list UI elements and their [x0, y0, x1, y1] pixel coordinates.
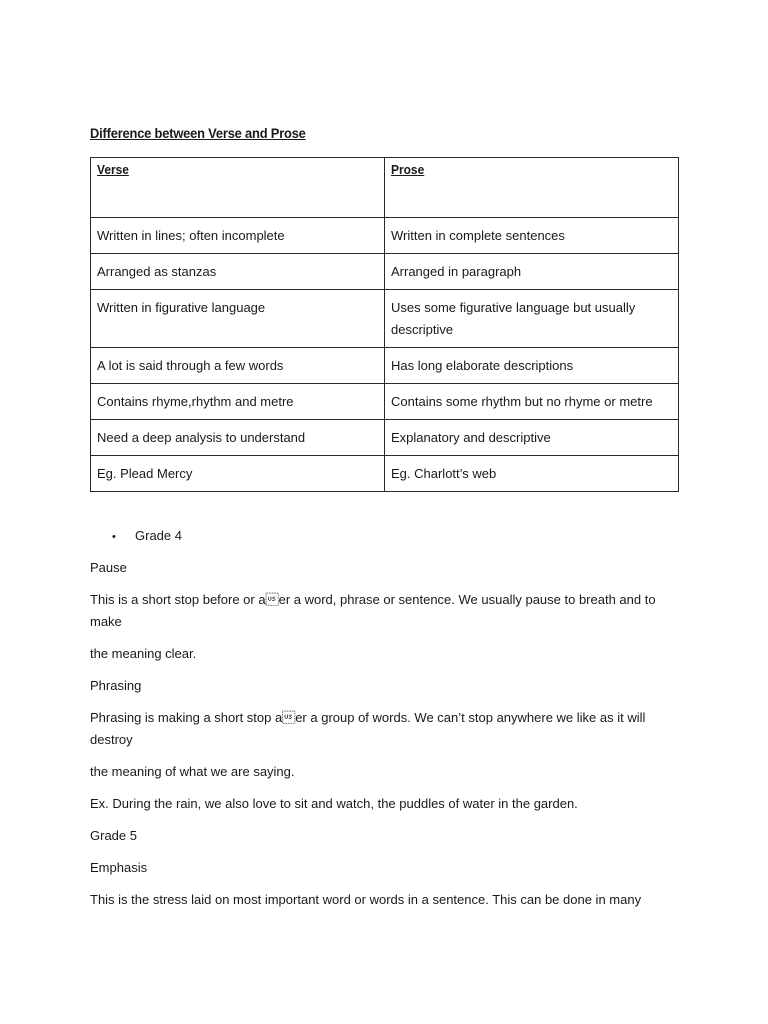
table-cell: Contains rhyme,rhythm and metre	[91, 384, 385, 420]
phrasing-paragraph: Phrasing is making a short stop a er a group of words. We can’t stop anywhere we like as it will destroy	[90, 710, 646, 747]
table-row	[91, 254, 679, 290]
table-header-cell	[91, 158, 385, 218]
table-header-cell	[385, 158, 679, 218]
grade-4-heading: Grade 4	[135, 528, 182, 543]
pause-paragraph-continued: the meaning clear.	[90, 646, 197, 661]
table-cell: Eg. Charlott’s web	[385, 456, 679, 492]
table-row	[91, 420, 679, 456]
verse-header: Verse	[97, 162, 129, 177]
emphasis-paragraph: This is the stress laid on most important word or words in a sentence. This can be done in many	[90, 892, 642, 907]
pause-paragraph: This is a short stop before or a er a word, phrase or sentence. We usually pause to breath and to make	[90, 592, 656, 629]
pause-heading: Pause	[90, 560, 127, 575]
table-header-row	[91, 158, 679, 218]
table-cell: Need a deep analysis to understand	[91, 420, 385, 456]
table-row	[91, 218, 679, 254]
grade-5-heading: Grade 5	[90, 828, 137, 843]
table-cell: Arranged as stanzas	[91, 254, 385, 290]
table-row	[91, 456, 679, 492]
document-title: Difference between Verse and Prose	[90, 125, 306, 141]
table-row	[91, 348, 679, 384]
table-cell: Contains some rhythm but no rhyme or metre	[385, 384, 679, 420]
prose-header: Prose	[391, 162, 425, 177]
phrasing-heading: Phrasing	[90, 678, 142, 693]
phrasing-example: Ex. During the rain, we also love to sit and watch, the puddles of water in the garden.	[90, 796, 578, 811]
table-cell: Explanatory and descriptive	[385, 420, 679, 456]
bullet-icon: •	[112, 531, 116, 543]
table-cell: Has long elaborate descriptions	[385, 348, 679, 384]
phrasing-paragraph-continued: the meaning of what we are saying.	[90, 764, 295, 779]
emphasis-heading: Emphasis	[90, 860, 148, 875]
table-cell: A lot is said through a few words	[91, 348, 385, 384]
table-cell: Written in lines; often incomplete	[91, 218, 385, 254]
table-row	[91, 384, 679, 420]
table-cell: Uses some figurative language but usually descriptive	[385, 290, 679, 348]
table-cell: Written in figurative language	[91, 290, 385, 348]
table-cell: Written in complete sentences	[385, 218, 679, 254]
table-row	[91, 290, 679, 348]
verse-prose-table	[90, 157, 679, 492]
table-cell: Eg. Plead Mercy	[91, 456, 385, 492]
table-cell: Arranged in paragraph	[385, 254, 679, 290]
grade-4-bullet-item	[112, 525, 182, 548]
